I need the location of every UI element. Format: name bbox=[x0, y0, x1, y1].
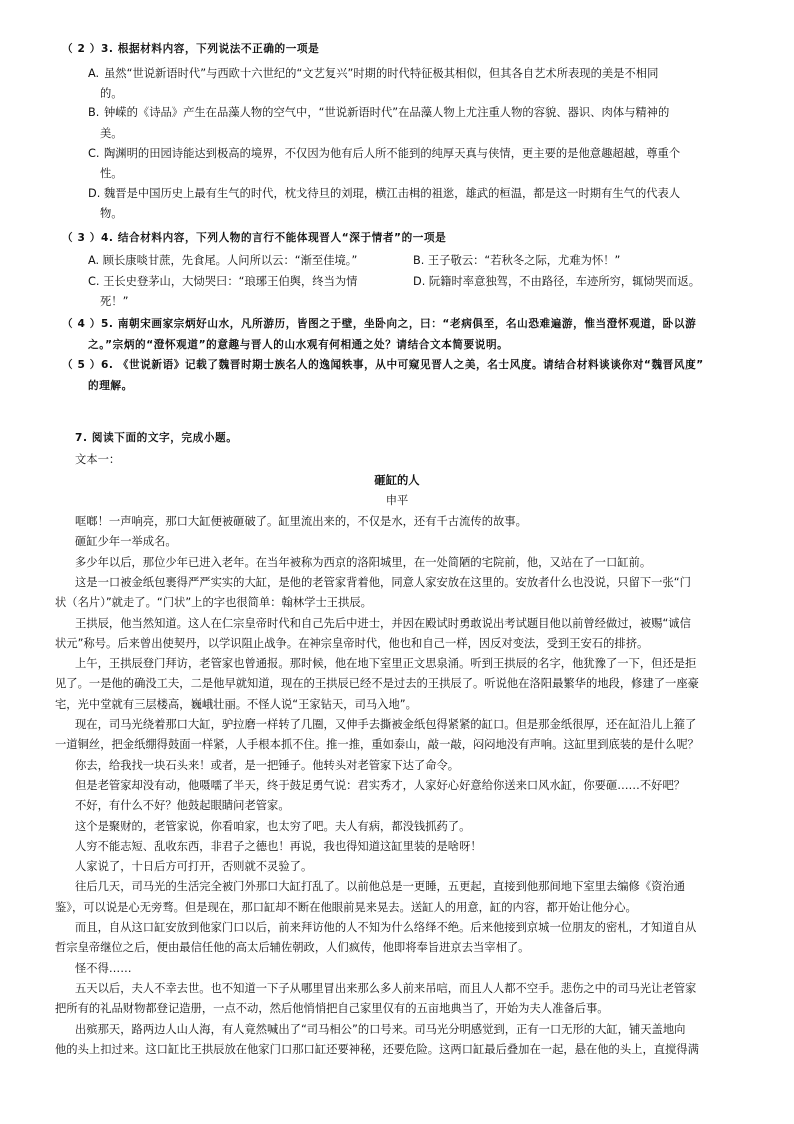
story-paragraph-line: 现在，司马光绕着那口大缸，驴拉磨一样转了几圈，又伸手去撕被金纸包得紧紧的缸口。但是那金纸很厚，还在缸沿儿上箍了 bbox=[75, 718, 697, 731]
story-paragraph-line: 一道铜丝，把金纸绷得鼓面一样紧，人手根本抓不住。推一推，重如泰山，敲一敲，闷闷地没有声响。这缸里到底装的是什么呢？ bbox=[55, 738, 699, 752]
q3-option-c: C. 陶渊明的田园诗能达到极高的境界，不仅因为他有后人所不能到的纯厚天真与侠情，更主要的是他意趣超越，尊重个 bbox=[88, 147, 681, 160]
q3-option-b: B. 钟嵘的《诗品》产生在品藻人物的空气中，“世说新语时代”在品藻人物上尤注重人物的容貌、器识、肉体与精神的 bbox=[88, 106, 670, 119]
story-paragraph-line: 状元”称号。后来曾出使契丹，以学识阻止战争。在神宗皇帝时代，他也和自己一样，因反对变法，受到王安石的排挤。 bbox=[55, 636, 649, 650]
q4-option-a: A. 顾长康啖甘蔗，先食尾。人问所以云：“渐至佳境。” bbox=[88, 254, 358, 267]
q3-option-c-cont: 性。 bbox=[100, 167, 123, 180]
story-paragraph-line: 人家说了，十日后方可打开，否则就不灵验了。 bbox=[75, 860, 313, 874]
q3-option-b-cont: 美。 bbox=[100, 127, 123, 140]
story-paragraph-line: 而且，自从这口缸安放到他家门口以后，前来拜访他的人不知为什么络绎不绝。后来他接到京城一位朋友的密札，才知道自从 bbox=[75, 921, 697, 934]
q4-option-b: B. 王子敬云：“若秋冬之际，尤难为怀！” bbox=[413, 254, 621, 267]
q3-option-d-cont: 物。 bbox=[100, 207, 123, 220]
question-7-stem: 7. 阅读下面的文字，完成小题。 bbox=[75, 432, 238, 444]
story-paragraph-line: 往后几天，司马光的生活完全被门外那口大缸打乱了。以前他总是一更睡，五更起，直接到他那间地下室里去编修《资治通 bbox=[75, 880, 686, 894]
story-paragraph-line: 你去，给我找一块石头来！或者，是一把锤子。他转头对老管家下达了命令。 bbox=[75, 758, 460, 772]
story-paragraph-line: 怪不得…… bbox=[75, 961, 132, 975]
question-3-text: 3. 根据材料内容，下列说法不正确的一项是 bbox=[100, 43, 320, 55]
question-5-cont: 之。”宗炳的“澄怀观道”的意趣与晋人的山水观有何相通之处？请结合文本简要说明。 bbox=[88, 339, 509, 351]
text-one-label: 文本一： bbox=[75, 453, 121, 466]
story-paragraph-line: 上午，王拱辰登门拜访，老管家也曾通报。那时候，他在地下室里正文思泉涌。听到王拱辰的名字，他犹豫了一下，但还是拒 bbox=[75, 657, 697, 671]
story-paragraph-line: 五天以后，夫人不幸去世。也不知道一下子从哪里冒出来那么多人前来吊唁，而且人人都不空手。悲伤之中的司马光让老管家 bbox=[75, 981, 697, 995]
story-paragraph-line: 不好，有什么不好？他鼓起眼睛问老管家。 bbox=[75, 799, 290, 813]
story-paragraph-line: 这个是聚财的，老管家说，你看咱家，也太穷了吧。夫人有病，都没钱抓药了。 bbox=[75, 819, 471, 833]
q3-option-a: A. 虽然“世说新语时代”与西欧十六世纪的“文艺复兴”时期的时代特征极其相似，但其各自艺术所表现的美是不相同 bbox=[88, 67, 659, 80]
q3-option-d: D. 魏晋是中国历史上最有生气的时代，枕戈待旦的刘琨，横江击楫的祖逖，雄武的桓温，都是这一时期有生气的代表人 bbox=[88, 187, 681, 200]
question-5-stem: （ 4 ）5. 南朝宋画家宗炳好山水，凡所游历，皆图之于壁，坐卧向之，曰：“老病俱至，名山恐难遍游，惟当澄怀观道，卧以游 bbox=[62, 318, 697, 330]
story-paragraph-line: 出殡那天，路两边人山人海，有人竟然喊出了“司马相公”的口号来。司马光分明感觉到，正有一口无形的大缸，铺天盖地向 bbox=[75, 1022, 686, 1036]
question-4-stem: （ 3 ）4. 结合材料内容，下列人物的言行不能体现晋人“深于情者”的一项是 bbox=[62, 232, 447, 244]
question-3-stem bbox=[62, 40, 762, 59]
story-paragraph-line: 人穷不能志短、乱收东西，非君子之德也！再说，我也得知道这缸里装的是啥呀！ bbox=[75, 839, 482, 853]
q4-option-c: C. 王长史登茅山，大恸哭曰：“琅琊王伯舆，终当为情 bbox=[88, 275, 358, 288]
question-6-stem: （ 5 ）6. 《世说新语》记载了魏晋时期士族名人的逸闻轶事，从中可窥见晋人之美，名士风度。请结合材料谈谈你对“魏晋风度” bbox=[62, 359, 704, 371]
story-paragraph-line: 哲宗皇帝继位之后，便由最信任他的高太后辅佐朝政，人们疯传，他即将奉旨进京去当宰相了。 bbox=[55, 941, 530, 955]
story-paragraph-line: 状（名片）”就走了。“门状”上的字也很简单：翰林学士王拱辰。 bbox=[55, 596, 372, 610]
story-paragraph-line: 鉴》，可以说是心无旁骛。但是现在，那口缸却不断在他眼前晃来晃去。送缸人的用意，缸的内容，都开始让他分心。 bbox=[55, 900, 637, 914]
story-paragraph-line: 多少年以后，那位少年已进入老年。在当年被称为西京的洛阳城里，在一处简陋的宅院前，他，又站在了一口缸前。 bbox=[75, 555, 652, 569]
q3-option-a-cont: 的。 bbox=[100, 87, 123, 100]
story-paragraph-line: 砸缸少年一举成名。 bbox=[75, 535, 177, 549]
story-paragraph-line: 哐啷！一声响亮，那口大缸便被砸破了。缸里流出来的，不仅是水，还有千古流传的故事。 bbox=[75, 515, 527, 528]
question-6-cont: 的理解。 bbox=[88, 380, 133, 392]
story-paragraph-line: 但是老管家却没有动，他嗫嚅了半天，终于鼓足勇气说：君实秀才，人家好心好意给你送来口风水缸，你要砸……不好吧？ bbox=[75, 778, 686, 792]
question-3-num: （ 2 ） bbox=[62, 43, 101, 55]
story-paragraph-line: 这是一口被金纸包裹得严严实实的大缸，是他的老管家背着他，同意人家安放在这里的。安放者什么也没说，只留下一张“门 bbox=[75, 575, 691, 589]
story-paragraph-line: 见了。一是他的确没工夫，二是他早就知道，现在的王拱辰已经不是过去的王拱辰了。听说他在洛阳最繁华的地段，修建了一座豪 bbox=[55, 677, 699, 691]
q4-option-d: D. 阮籍时率意独驾，不由路径，车迹所穷，辄恸哭而返。 bbox=[413, 275, 701, 288]
story-author: 申平 bbox=[385, 494, 409, 507]
q4-option-c-cont: 死！” bbox=[100, 295, 129, 308]
story-paragraph-line: 把所有的礼品财物都登记造册，一点不动，然后他悄悄把自己家里仅有的五亩地典当了，开始为夫人准备后事。 bbox=[55, 1002, 609, 1016]
story-title: 砸缸的人 bbox=[374, 474, 420, 487]
story-paragraph-line: 宅，光中堂就有三层楼高，巍峨壮丽。不怪人说“王家钻天，司马入地”。 bbox=[55, 697, 417, 711]
story-paragraph-line: 王拱辰，他当然知道。这人在仁宗皇帝时代和自己先后中进士，并因在殿试时勇敢说出考试题目他以前曾经做过，被赐“诚信 bbox=[75, 616, 691, 630]
story-paragraph-line: 他的头上扣过来。这口缸比王拱辰放在他家门口那口缸还要神秘，还要危险。这两口缸最后叠加在一起，悬在他的头上，直搅得满 bbox=[55, 1042, 699, 1056]
